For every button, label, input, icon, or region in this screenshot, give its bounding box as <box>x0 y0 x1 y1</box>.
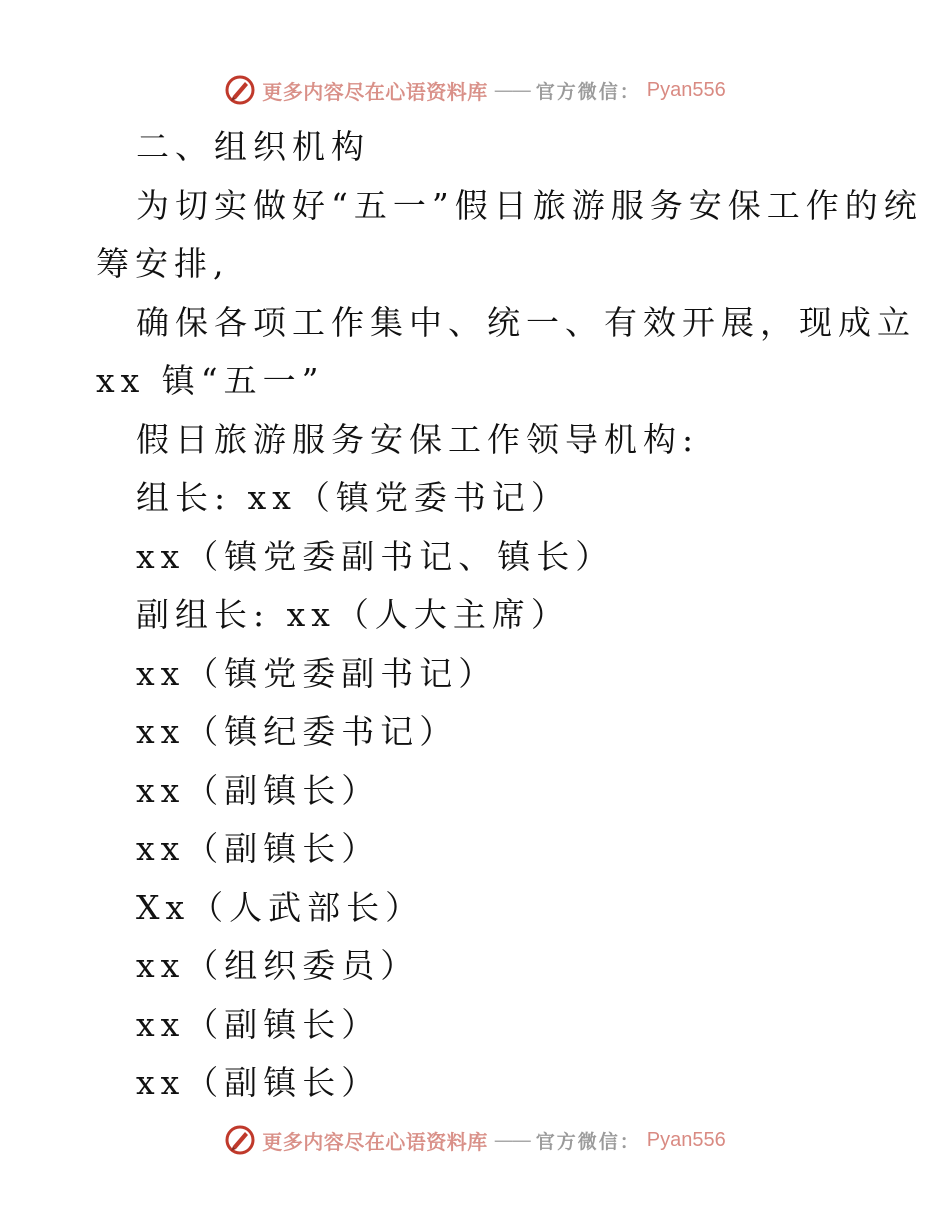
document-line: 筹安排, <box>96 244 230 283</box>
footer-watermark <box>0 1120 950 1160</box>
watermark-wechat-id: Pyan556 <box>646 1128 726 1151</box>
document-line: xx（副镇长） <box>136 829 381 868</box>
watermark-dash: —— <box>493 1128 530 1152</box>
watermark-group <box>224 1124 725 1156</box>
document-line: xx 镇“五一” <box>96 361 325 400</box>
watermark-slogan: 更多内容尽在心语资料库 <box>262 79 488 104</box>
header-watermark <box>0 70 950 110</box>
watermark-label: 官方微信： <box>535 1130 641 1153</box>
watermark-slogan: 更多内容尽在心语资料库 <box>262 1129 488 1154</box>
watermark-wechat-id: Pyan556 <box>646 78 726 101</box>
document-line: 确保各项工作集中、统一、有效开展，现成立 <box>136 302 916 342</box>
document-line: xx（镇纪委书记） <box>136 712 459 751</box>
pen-logo-icon <box>224 1124 256 1156</box>
document-line: xx（组织委员） <box>136 946 420 985</box>
watermark-dash: —— <box>493 78 530 102</box>
document-line: 为切实做好“五一”假日旅游服务安保工作的统 <box>136 185 923 225</box>
document-line: 二、组织机构 <box>136 127 370 166</box>
document-line: xx（副镇长） <box>136 1063 381 1102</box>
document-line: 副组长: xx（人大主席） <box>136 595 570 634</box>
watermark-label: 官方微信： <box>535 80 641 103</box>
pen-logo-icon <box>224 74 256 106</box>
document-line: xx（镇党委副书记、镇长） <box>136 536 615 576</box>
document-line: xx（镇党委副书记） <box>136 653 498 693</box>
document-body <box>96 118 923 1113</box>
document-line: xx（副镇长） <box>136 1004 381 1044</box>
watermark-group <box>224 74 725 106</box>
document-line: 组长: xx（镇党委书记） <box>136 478 570 517</box>
document-line: xx（副镇长） <box>136 770 381 810</box>
document-line: Xx（人武部长） <box>136 887 425 927</box>
document-line: 假日旅游服务安保工作领导机构: <box>136 419 700 459</box>
